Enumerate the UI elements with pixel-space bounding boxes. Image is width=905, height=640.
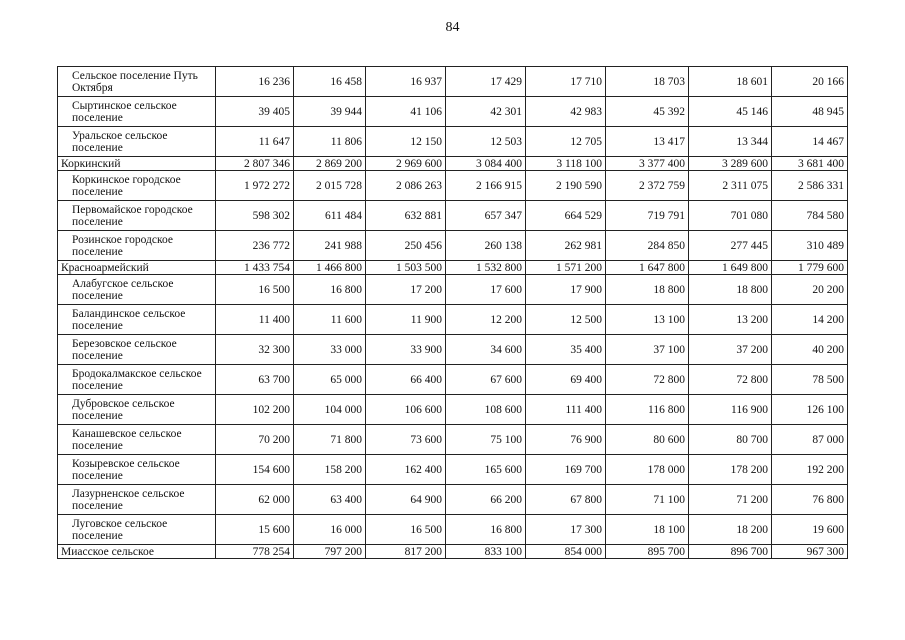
row-value: 11 400 <box>216 305 294 335</box>
row-value: 33 000 <box>294 335 366 365</box>
row-value: 178 200 <box>689 455 772 485</box>
row-value: 16 800 <box>446 515 526 545</box>
row-name: Уральское сельское поселение <box>58 127 216 157</box>
row-value: 817 200 <box>366 545 446 559</box>
row-value: 17 300 <box>526 515 606 545</box>
row-value: 12 503 <box>446 127 526 157</box>
row-value: 34 600 <box>446 335 526 365</box>
row-value: 3 289 600 <box>689 157 772 171</box>
row-value: 40 200 <box>772 335 848 365</box>
row-value: 12 150 <box>366 127 446 157</box>
row-value: 126 100 <box>772 395 848 425</box>
row-value: 797 200 <box>294 545 366 559</box>
row-value: 310 489 <box>772 231 848 261</box>
row-value: 106 600 <box>366 395 446 425</box>
row-value: 11 647 <box>216 127 294 157</box>
row-name: Розинское городское поселение <box>58 231 216 261</box>
table-row <box>58 127 848 157</box>
row-value: 65 000 <box>294 365 366 395</box>
row-name: Лазурненское сельское поселение <box>58 485 216 515</box>
row-value: 63 700 <box>216 365 294 395</box>
row-name: Дубровское сельское поселение <box>58 395 216 425</box>
row-value: 12 705 <box>526 127 606 157</box>
row-value: 16 937 <box>366 67 446 97</box>
row-value: 116 900 <box>689 395 772 425</box>
row-name: Бродокалмакское сельское поселение <box>58 365 216 395</box>
row-value: 192 200 <box>772 455 848 485</box>
table-row <box>58 201 848 231</box>
row-value: 80 600 <box>606 425 689 455</box>
row-name: Первомайское городское поселение <box>58 201 216 231</box>
row-value: 16 458 <box>294 67 366 97</box>
row-value: 18 703 <box>606 67 689 97</box>
page-number: 84 <box>445 20 460 35</box>
row-value: 75 100 <box>446 425 526 455</box>
row-value: 39 944 <box>294 97 366 127</box>
row-value: 16 500 <box>216 275 294 305</box>
row-value: 19 600 <box>772 515 848 545</box>
row-value: 108 600 <box>446 395 526 425</box>
row-value: 16 800 <box>294 275 366 305</box>
row-value: 63 400 <box>294 485 366 515</box>
row-value: 178 000 <box>606 455 689 485</box>
row-value: 71 100 <box>606 485 689 515</box>
row-value: 87 000 <box>772 425 848 455</box>
table-row <box>58 425 848 455</box>
table-row <box>58 305 848 335</box>
row-value: 16 500 <box>366 515 446 545</box>
row-value: 1 571 200 <box>526 261 606 275</box>
row-value: 13 200 <box>689 305 772 335</box>
district-row <box>58 261 848 275</box>
row-value: 20 200 <box>772 275 848 305</box>
row-value: 18 601 <box>689 67 772 97</box>
row-value: 3 084 400 <box>446 157 526 171</box>
row-value: 16 236 <box>216 67 294 97</box>
row-name: Сельское поселение Путь Октября <box>58 67 216 97</box>
row-value: 111 400 <box>526 395 606 425</box>
row-value: 1 503 500 <box>366 261 446 275</box>
row-value: 250 456 <box>366 231 446 261</box>
row-value: 15 600 <box>216 515 294 545</box>
row-name: Красноармейский <box>58 261 216 275</box>
row-value: 611 484 <box>294 201 366 231</box>
row-value: 17 200 <box>366 275 446 305</box>
row-name: Баландинское сельское поселение <box>58 305 216 335</box>
row-value: 17 710 <box>526 67 606 97</box>
row-value: 45 146 <box>689 97 772 127</box>
table-row <box>58 97 848 127</box>
row-value: 657 347 <box>446 201 526 231</box>
row-name: Козыревское сельское поселение <box>58 455 216 485</box>
table-row <box>58 455 848 485</box>
row-value: 3 377 400 <box>606 157 689 171</box>
row-value: 11 600 <box>294 305 366 335</box>
row-value: 80 700 <box>689 425 772 455</box>
row-value: 154 600 <box>216 455 294 485</box>
row-value: 241 988 <box>294 231 366 261</box>
row-value: 42 983 <box>526 97 606 127</box>
row-value: 162 400 <box>366 455 446 485</box>
row-value: 104 000 <box>294 395 366 425</box>
row-value: 35 400 <box>526 335 606 365</box>
row-value: 72 800 <box>689 365 772 395</box>
row-value: 11 806 <box>294 127 366 157</box>
row-value: 70 200 <box>216 425 294 455</box>
row-value: 13 344 <box>689 127 772 157</box>
row-value: 2 166 915 <box>446 171 526 201</box>
row-value: 598 302 <box>216 201 294 231</box>
row-value: 2 086 263 <box>366 171 446 201</box>
row-value: 18 100 <box>606 515 689 545</box>
row-value: 17 429 <box>446 67 526 97</box>
row-value: 102 200 <box>216 395 294 425</box>
row-value: 18 800 <box>689 275 772 305</box>
row-value: 39 405 <box>216 97 294 127</box>
row-name: Канашевское сельское поселение <box>58 425 216 455</box>
row-value: 1 647 800 <box>606 261 689 275</box>
table-row <box>58 275 848 305</box>
row-value: 12 200 <box>446 305 526 335</box>
row-value: 2 015 728 <box>294 171 366 201</box>
row-name: Луговское сельское поселение <box>58 515 216 545</box>
row-value: 72 800 <box>606 365 689 395</box>
row-value: 42 301 <box>446 97 526 127</box>
row-value: 14 200 <box>772 305 848 335</box>
row-value: 1 433 754 <box>216 261 294 275</box>
row-value: 701 080 <box>689 201 772 231</box>
row-value: 116 800 <box>606 395 689 425</box>
population-table <box>57 66 848 559</box>
row-value: 1 466 800 <box>294 261 366 275</box>
row-value: 2 311 075 <box>689 171 772 201</box>
row-value: 32 300 <box>216 335 294 365</box>
row-value: 71 800 <box>294 425 366 455</box>
row-value: 1 779 600 <box>772 261 848 275</box>
row-value: 1 532 800 <box>446 261 526 275</box>
row-value: 71 200 <box>689 485 772 515</box>
table-row <box>58 515 848 545</box>
row-value: 833 100 <box>446 545 526 559</box>
row-value: 13 417 <box>606 127 689 157</box>
row-name: Сыртинское сельское поселение <box>58 97 216 127</box>
row-value: 76 900 <box>526 425 606 455</box>
row-value: 66 400 <box>366 365 446 395</box>
row-value: 2 586 331 <box>772 171 848 201</box>
row-value: 262 981 <box>526 231 606 261</box>
row-value: 69 400 <box>526 365 606 395</box>
row-value: 20 166 <box>772 67 848 97</box>
row-value: 158 200 <box>294 455 366 485</box>
district-row <box>58 157 848 171</box>
table-row <box>58 335 848 365</box>
row-value: 778 254 <box>216 545 294 559</box>
row-value: 16 000 <box>294 515 366 545</box>
row-value: 719 791 <box>606 201 689 231</box>
row-value: 784 580 <box>772 201 848 231</box>
row-value: 165 600 <box>446 455 526 485</box>
row-value: 2 869 200 <box>294 157 366 171</box>
row-value: 17 600 <box>446 275 526 305</box>
table-row <box>58 395 848 425</box>
row-value: 3 681 400 <box>772 157 848 171</box>
row-value: 73 600 <box>366 425 446 455</box>
row-value: 895 700 <box>606 545 689 559</box>
row-value: 11 900 <box>366 305 446 335</box>
row-value: 64 900 <box>366 485 446 515</box>
row-value: 66 200 <box>446 485 526 515</box>
row-name: Коркинское городское поселение <box>58 171 216 201</box>
row-value: 33 900 <box>366 335 446 365</box>
row-name: Алабугское сельское поселение <box>58 275 216 305</box>
row-value: 13 100 <box>606 305 689 335</box>
row-value: 664 529 <box>526 201 606 231</box>
row-value: 2 969 600 <box>366 157 446 171</box>
row-value: 62 000 <box>216 485 294 515</box>
table-row <box>58 67 848 97</box>
row-value: 2 372 759 <box>606 171 689 201</box>
row-value: 896 700 <box>689 545 772 559</box>
row-value: 37 200 <box>689 335 772 365</box>
row-value: 76 800 <box>772 485 848 515</box>
row-value: 48 945 <box>772 97 848 127</box>
row-value: 1 972 272 <box>216 171 294 201</box>
row-value: 236 772 <box>216 231 294 261</box>
row-value: 284 850 <box>606 231 689 261</box>
table-row <box>58 485 848 515</box>
row-value: 2 190 590 <box>526 171 606 201</box>
row-value: 277 445 <box>689 231 772 261</box>
row-value: 854 000 <box>526 545 606 559</box>
district-row <box>58 545 848 559</box>
row-value: 67 600 <box>446 365 526 395</box>
row-value: 45 392 <box>606 97 689 127</box>
row-value: 169 700 <box>526 455 606 485</box>
row-value: 17 900 <box>526 275 606 305</box>
row-value: 3 118 100 <box>526 157 606 171</box>
row-name: Миасское сельское <box>58 545 216 559</box>
table-body <box>58 67 848 559</box>
row-value: 18 800 <box>606 275 689 305</box>
table-row <box>58 365 848 395</box>
row-value: 967 300 <box>772 545 848 559</box>
row-value: 14 467 <box>772 127 848 157</box>
row-value: 78 500 <box>772 365 848 395</box>
row-value: 1 649 800 <box>689 261 772 275</box>
row-value: 12 500 <box>526 305 606 335</box>
row-value: 41 106 <box>366 97 446 127</box>
table-row <box>58 171 848 201</box>
row-value: 18 200 <box>689 515 772 545</box>
row-value: 67 800 <box>526 485 606 515</box>
row-name: Березовское сельское поселение <box>58 335 216 365</box>
row-value: 632 881 <box>366 201 446 231</box>
row-value: 37 100 <box>606 335 689 365</box>
row-value: 2 807 346 <box>216 157 294 171</box>
table-row <box>58 231 848 261</box>
row-value: 260 138 <box>446 231 526 261</box>
row-name: Коркинский <box>58 157 216 171</box>
